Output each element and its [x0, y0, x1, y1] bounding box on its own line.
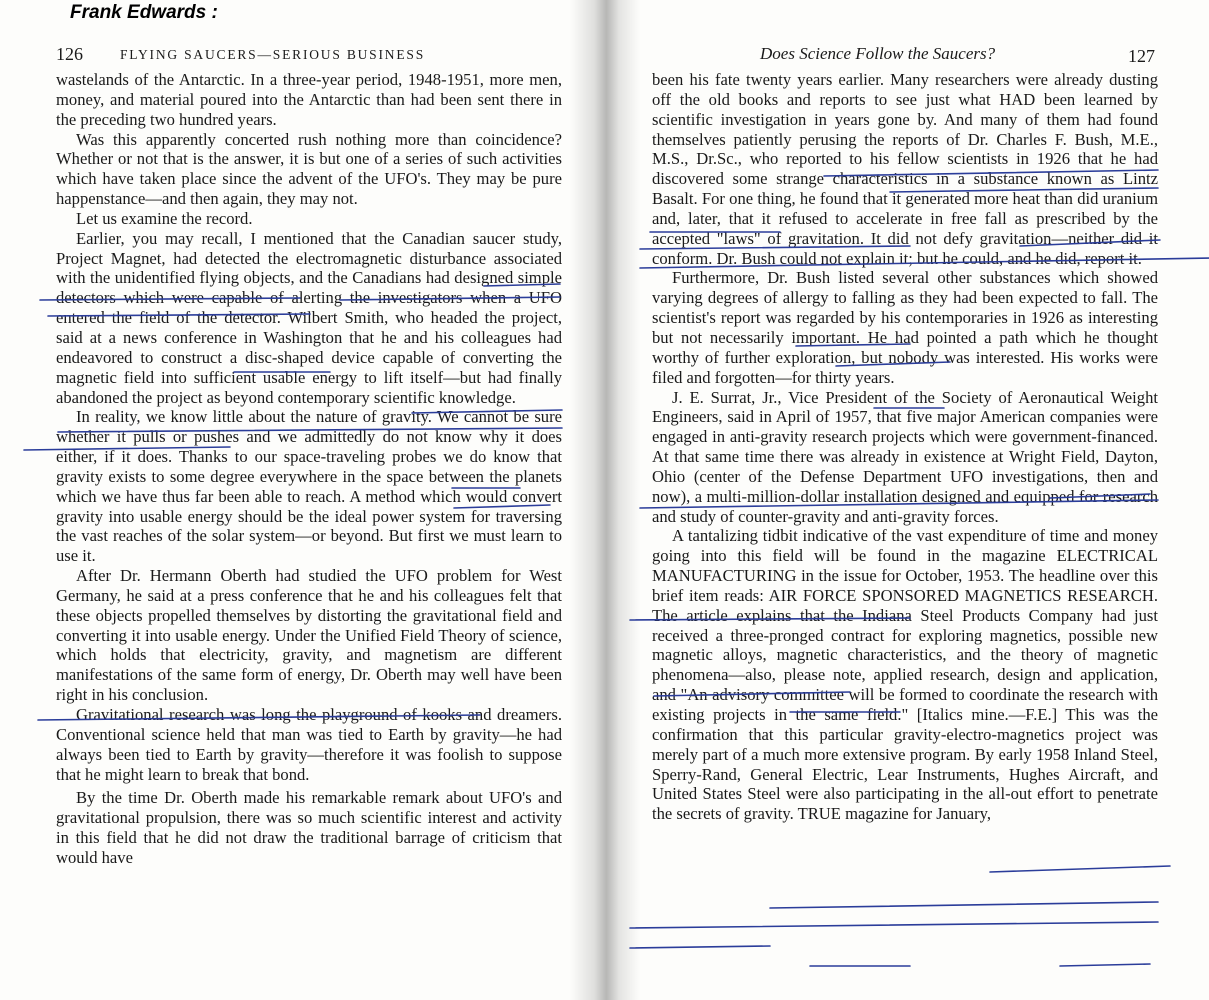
right-page	[610, 0, 1209, 1000]
left-paragraph-2: Was this apparently concerted rush nothing more than coincidence? Whether or not that is the answer, it is but one of a series of such activities which have taken place since the advent of the UFO's. They may be pure happenstance—and then again, they may not.	[56, 129, 562, 209]
right-paragraph-4: A tantalizing tidbit indicative of the vast expenditure of time and money going into this field will be found in the magazine ELECTRICAL MANUFACTURING in the issue for October, 1953. The headline over this brief item reads: AIR FORCE SPONSORED MAGNETICS RESEARCH. The article explains that the Indiana Steel Products Company had just received a three-pronged contract for exploring magnetics, possible new magnetic alloys, magnetic characteristics, and the theory of magnetic phenomena—also, please note, applied research, design and application, and "An advisory committee will be formed to coordinate the research with existing projects in the same field." [Italics mine.—F.E.] This was the confirmation that this particular gravity-electro-magnetics project was merely part of a much more extensive program. By early 1958 Inland Steel, Sperry-Rand, General Electric, Lear Instruments, Hughes Aircraft, and United States Steel were also participating in the all-out effort to penetrate the secrets of gravity. TRUE magazine for January,	[652, 526, 1158, 824]
author-stamp: Frank Edwards :	[70, 2, 218, 23]
right-paragraph-1: been his fate twenty years earlier. Many researchers were already dusting off the old books and reports to see just what HAD been learned by scientific investigation in years gone by. And many of them had found themselves patiently perusing the reports of Dr. Charles F. Bush, M.E., M.S., Dr.Sc., who reported to his fellow scientists in 1926 that he had discovered some strange characteristics in a substance known as Lintz Basalt. For one thing, he found that it generated more heat than did uranium and, later, that it refused to accelerate in free fall as prescribed by the accepted "laws" of gravitation. It did not defy gravitation—neither did it conform. Dr. Bush could not explain it; but he could, and he did, report it.	[652, 70, 1158, 268]
left-running-head: FLYING SAUCERS—SERIOUS BUSINESS	[120, 47, 425, 62]
right-paragraph-2: Furthermore, Dr. Bush listed several other substances which showed varying degrees of allergy to falling as they had been expected to fall. The scientist's report was regarded by his contemporaries in 1926 as interesting but not necessarily important. He had pointed a path which he thought worthy of further exploration, but nobody was interested. His works were filed and forgotten—for thirty years.	[652, 268, 1158, 387]
left-paragraph-7: Gravitational research was long the playground of kooks and dreamers. Conventional science held that man was tied to Earth by gravity—he had always been tied to Earth by gravity—therefore it was foolish to suppose that he might learn to break that bond.	[56, 705, 562, 784]
left-page-body	[56, 70, 562, 868]
left-paragraph-4: Earlier, you may recall, I mentioned that the Canadian saucer study, Project Magnet, had detected the electromagnetic disturbance associated with the unidentified flying objects, and the Canadians had designed simple detectors which were capable of alerting the investigators when a UFO entered the field of the detector. Wilbert Smith, who headed the project, said at a news conference in Washington that he and his colleagues had endeavored to construct a disc-shaped device capable of converting the magnetic field into sufficient usable energy to lift itself—but had finally abandoned the project as beyond contemporary scientific knowledge.	[56, 228, 562, 407]
left-paragraph-8: By the time Dr. Oberth made his remarkable remark about UFO's and gravitational propulsion, there was so much scientific interest and activity in this field that he did not draw the traditional barrage of criticism that would have	[56, 788, 562, 867]
right-page-number: 127	[1128, 46, 1155, 66]
left-paragraph-3: Let us examine the record.	[76, 208, 253, 228]
left-paragraph-1: wastelands of the Antarctic. In a three-year period, 1948-1951, more men, money, and material poured into the Antarctic than had been sent there in the preceding two hundred years.	[56, 70, 562, 129]
left-paragraph-6: After Dr. Hermann Oberth had studied the UFO problem for West Germany, he said at a press conference that he and his colleagues felt that these objects propelled themselves by distorting the gravitational field and converting it into usable energy. Under the Unified Field Theory of science, which holds that electricity, gravity, and magnetism are different manifestations of the same form of energy, Dr. Oberth may well have been right in his conclusion.	[56, 566, 562, 705]
left-paragraph-5: In reality, we know little about the nature of gravity. We cannot be sure whether it pulls or pushes and we admittedly do not know why it does either, if it does. Thanks to our space-traveling probes we do know that gravity exists to some degree everywhere in the space between the planets which we have thus far been able to reach. A method which would convert gravity into usable energy should be the ideal power system for traversing the vast reaches of the solar system—or beyond. But first we must learn to use it.	[56, 407, 562, 566]
right-running-head: Does Science Follow the Saucers?	[760, 44, 996, 63]
right-paragraph-3: J. E. Surrat, Jr., Vice President of the Society of Aeronautical Weight Engineers, said in April of 1957, that five major American companies were engaged in anti-gravity research projects which were government-financed. At that same time there was already in existence at Wright Field, Dayton, Ohio (center of the Defense Department UFO investigations, then and now), a multi-million-dollar installation designed and equipped for research and study of counter-gravity and anti-gravity forces.	[652, 387, 1158, 526]
right-page-body	[652, 70, 1158, 824]
left-page	[0, 0, 600, 1000]
left-page-number: 126	[56, 44, 83, 64]
